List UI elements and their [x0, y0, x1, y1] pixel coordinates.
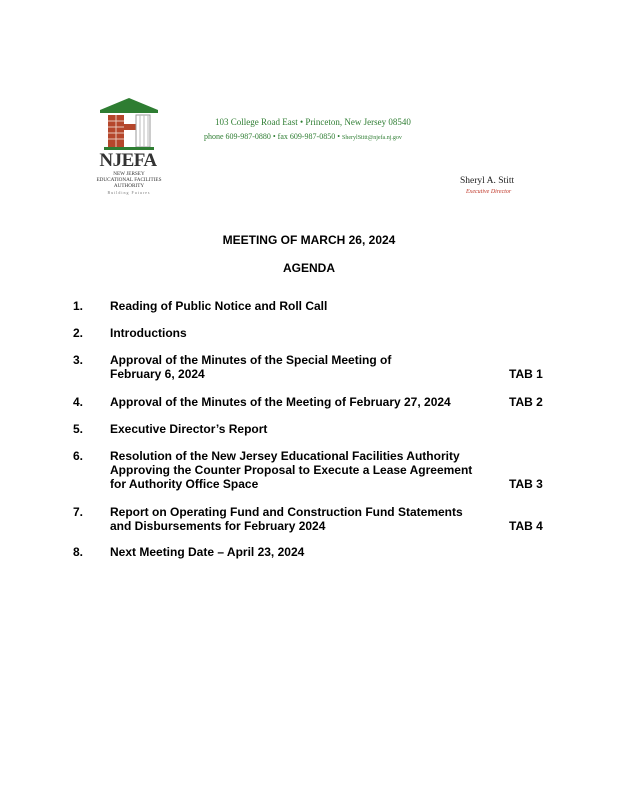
- item-number: 1.: [73, 299, 84, 313]
- email-link[interactable]: SherylStitt@njefa.nj.gov: [342, 135, 402, 141]
- logo-acronym: NJEFA: [99, 150, 157, 171]
- item-number: 6.: [73, 449, 84, 463]
- item-text: Approval of the Minutes of the Special Meeting of February 6, 2024: [110, 353, 392, 381]
- item-number: 7.: [73, 505, 84, 519]
- item-number: 8.: [73, 545, 84, 559]
- tab-reference: TAB 3: [509, 477, 543, 491]
- director-title: Executive Director: [466, 189, 512, 195]
- tab-reference: TAB 4: [509, 519, 543, 533]
- item-number: 2.: [73, 326, 84, 340]
- meeting-title: MEETING OF MARCH 26, 2024: [222, 233, 396, 247]
- njefa-logo: [96, 96, 162, 200]
- director-name: Sheryl A. Stitt: [460, 176, 515, 186]
- logo-full-name: NEW JERSEY EDUCATIONAL FACILITIES AUTHORITY: [96, 171, 162, 189]
- tab-reference: TAB 1: [509, 367, 543, 381]
- item-text: Resolution of the New Jersey Educational Facilities Authority Approving the Counter Proposal to Execute a Lease Agreement for Authority Office Space: [110, 449, 473, 491]
- letterhead-address: 103 College Road East • Princeton, New Jersey 08540: [215, 117, 411, 127]
- item-text: Report on Operating Fund and Construction Fund Statements and Disbursements for February 2024: [110, 505, 463, 533]
- phone-fax: phone 609-987-0880 • fax 609-987-0850 •: [204, 132, 343, 141]
- item-text: Reading of Public Notice and Roll Call: [110, 299, 328, 313]
- building-logo-icon: [96, 96, 162, 156]
- agenda-title: AGENDA: [282, 261, 335, 275]
- letterhead-contact: [204, 132, 402, 141]
- item-text: Executive Director’s Report: [110, 422, 268, 436]
- item-text: Approval of the Minutes of the Meeting of February 27, 2024: [110, 395, 451, 409]
- item-text: Introductions: [110, 326, 187, 340]
- item-number: 4.: [73, 395, 84, 409]
- tab-reference: TAB 2: [509, 395, 543, 409]
- item-number: 5.: [73, 422, 84, 436]
- item-number: 3.: [73, 353, 84, 367]
- item-text: Next Meeting Date – April 23, 2024: [110, 545, 305, 559]
- logo-tagline: Building Futures: [107, 190, 151, 195]
